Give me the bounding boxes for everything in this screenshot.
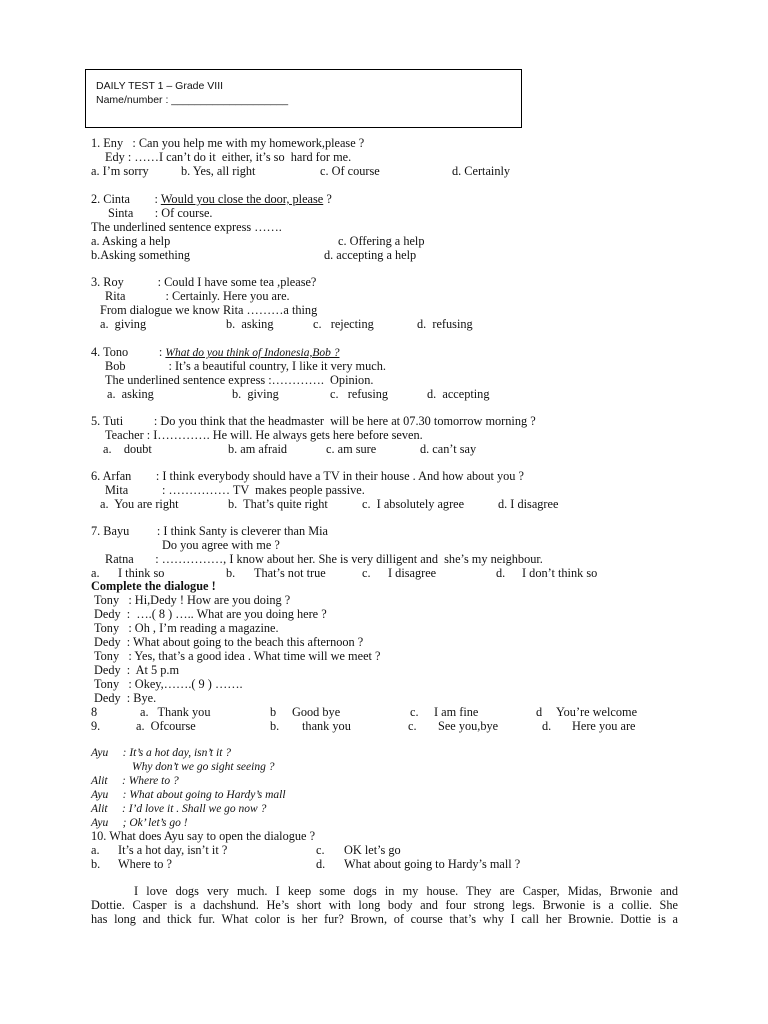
dialogue-line: Tony : Hi,Dedy ! How are you doing ? — [94, 593, 291, 607]
question-9-option-d: Here you are — [572, 719, 636, 733]
question-1-option-b: b. Yes, all right — [181, 164, 256, 178]
dialogue-line: Dedy : At 5 p.m — [94, 663, 180, 677]
question-6-line-2: Mita : …………… TV makes people passive. — [105, 483, 365, 497]
question-2-option-d: d. accepting a help — [324, 248, 417, 262]
question-2-option-a: a. Asking a help — [91, 234, 171, 248]
question-10-option-d-letter: d. — [316, 857, 326, 871]
dialogue-line: Dedy : ….( 8 ) ….. What are you doing here ? — [94, 607, 327, 621]
question-4-line-3: The underlined sentence express :…………. Opinion. — [105, 373, 374, 387]
question-2-underlined-sentence: Would you close the door, please — [160, 192, 324, 206]
question-3-option-d: d. refusing — [417, 317, 473, 331]
question-2-line-2: Sinta : Of course. — [108, 206, 213, 220]
question-8-option-a: a. Thank you — [140, 705, 211, 719]
question-8-option-c-letter: c. — [410, 705, 419, 719]
question-5-option-b: b. am afraid — [228, 442, 288, 456]
question-9-option-b-letter: b. — [270, 719, 280, 733]
question-6-option-b: b. That’s quite right — [228, 497, 328, 511]
question-7-option-a-letter: a. — [91, 566, 100, 580]
ayu-dialogue-line: Why don’t we go sight seeing ? — [132, 761, 275, 773]
passage-line-2: Dottie. Casper is a dachshund. He’s short with long body and four strong legs. Brwonie is a collie. She — [91, 898, 678, 912]
question-3-line-3: From dialogue we know Rita ………a thing — [100, 303, 318, 317]
question-2-option-c: c. Offering a help — [338, 234, 425, 248]
question-7-option-a: I think so — [118, 566, 165, 580]
question-3-line-2: Rita : Certainly. Here you are. — [105, 289, 290, 303]
question-10-option-a-letter: a. — [91, 843, 100, 857]
question-7-option-d: I don’t think so — [522, 566, 598, 580]
question-7-option-c-letter: c. — [362, 566, 371, 580]
question-3-line-1: 3. Roy : Could I have some tea ,please? — [91, 275, 317, 289]
dialogue-line: Dedy : What about going to the beach this afternoon ? — [94, 635, 364, 649]
question-10-option-b-letter: b. — [91, 857, 101, 871]
question-10-option-a: It’s a hot day, isn’t it ? — [118, 843, 228, 857]
question-4-line-2: Bob : It’s a beautiful country, I like it very much. — [105, 359, 386, 373]
question-5-option-c: c. am sure — [326, 442, 377, 456]
ayu-dialogue-line: Ayu : It’s a hot day, isn’t it ? — [91, 747, 232, 759]
question-8-option-c: I am fine — [434, 705, 479, 719]
question-7-option-b: That’s not true — [254, 566, 326, 580]
question-8-option-d: You’re welcome — [556, 705, 638, 719]
question-6-option-a: a. You are right — [100, 497, 179, 511]
question-8-option-b: Good bye — [292, 705, 341, 719]
dialogue-line: Tony : Okey,…….( 9 ) ……. — [94, 677, 243, 691]
question-2-line-3: The underlined sentence express ……. — [91, 220, 282, 234]
question-4-option-c: c. refusing — [330, 387, 389, 401]
question-9-option-c-letter: c. — [408, 719, 417, 733]
question-2-speaker: 2. Cinta : — [91, 192, 161, 206]
question-10-option-c-letter: c. — [316, 843, 325, 857]
test-title: DAILY TEST 1 – Grade VIII — [96, 80, 224, 92]
question-9-option-a: a. Ofcourse — [136, 719, 196, 733]
question-7-option-c: I disagree — [388, 566, 437, 580]
question-2-line-1 — [91, 192, 332, 206]
ayu-dialogue-line: Ayu ; Ok’ let’s go ! — [91, 817, 188, 829]
question-2-option-b: b.Asking something — [91, 248, 191, 262]
question-2-question-mark: ? — [323, 192, 332, 206]
question-9-option-b: thank you — [302, 719, 351, 733]
question-1-line-2: Edy : ……I can’t do it either, it’s so hard for me. — [105, 150, 352, 164]
question-8-option-b-letter: b — [270, 705, 277, 719]
dialogue-line: Tony : Oh , I’m reading a magazine. — [94, 621, 279, 635]
question-1-option-d: d. Certainly — [452, 164, 511, 178]
header-box — [85, 69, 522, 128]
question-1-option-a: a. I’m sorry — [91, 164, 149, 178]
question-3-option-a: a. giving — [100, 317, 147, 331]
question-6-option-d: d. I disagree — [498, 497, 559, 511]
question-4-option-d: d. accepting — [427, 387, 490, 401]
question-4-option-b: b. giving — [232, 387, 279, 401]
question-5-option-d: d. can’t say — [420, 442, 477, 456]
question-7-line-3: Ratna : ……………, I know about her. She is very dilligent and she’s my neighbour. — [105, 552, 543, 566]
question-8-number: 8 — [91, 705, 98, 719]
ayu-dialogue-line: Ayu : What about going to Hardy’s mall — [91, 789, 286, 801]
question-7-option-b-letter: b. — [226, 566, 236, 580]
question-3-option-b: b. asking — [226, 317, 274, 331]
dialogue-heading: Complete the dialogue ! — [91, 579, 216, 593]
question-5-line-2: Teacher : I…………. He will. He always gets here before seven. — [105, 428, 423, 442]
question-9-number: 9. — [91, 719, 101, 733]
question-4-speaker: 4. Tono : — [91, 345, 166, 359]
question-7-option-d-letter: d. — [496, 566, 506, 580]
question-8-option-d-letter: d — [536, 705, 543, 719]
name-number-line: Name/number : ____________________ — [96, 94, 289, 106]
dialogue-line: Tony : Yes, that’s a good idea . What time will we meet ? — [94, 649, 381, 663]
passage-line-3: has long and thick fur. What color is her fur? Brown, of course that’s why I call her Brownie. Dottie is a — [91, 912, 678, 926]
question-9-option-d-letter: d. — [542, 719, 552, 733]
ayu-dialogue-line: Alit : I’d love it . Shall we go now ? — [91, 803, 267, 815]
question-4-option-a: a. asking — [107, 387, 154, 401]
dialogue-line: Dedy : Bye. — [94, 691, 157, 705]
question-5-option-a: a. doubt — [103, 442, 152, 456]
question-5-line-1: 5. Tuti : Do you think that the headmaster will be here at 07.30 tomorrow morning ? — [91, 414, 536, 428]
passage-line-1: I love dogs very much. I keep some dogs in my house. They are Casper, Midas, Brwonie and — [134, 884, 678, 898]
question-10-option-c: OK let’s go — [344, 843, 401, 857]
question-1-line-1: 1. Eny : Can you help me with my homework,please ? — [91, 136, 365, 150]
ayu-dialogue-line: Alit : Where to ? — [91, 775, 179, 787]
question-6-option-c: c. I absolutely agree — [362, 497, 465, 511]
question-4-line-1 — [91, 345, 339, 360]
question-1-option-c: c. Of course — [320, 164, 380, 178]
question-7-line-1: 7. Bayu : I think Santy is cleverer than Mia — [91, 524, 329, 538]
question-9-option-c: See you,bye — [438, 719, 499, 733]
question-6-line-1: 6. Arfan : I think everybody should have a TV in their house . And how about you ? — [91, 469, 524, 483]
question-10-stem: 10. What does Ayu say to open the dialogue ? — [91, 829, 316, 843]
question-10-option-b: Where to ? — [118, 857, 172, 871]
question-3-option-c: c. rejecting — [313, 317, 374, 331]
question-7-line-2: Do you agree with me ? — [162, 538, 280, 552]
question-10-option-d: What about going to Hardy’s mall ? — [344, 857, 521, 871]
question-4-underlined-sentence: What do you think of Indonesia,Bob ? — [165, 347, 340, 359]
